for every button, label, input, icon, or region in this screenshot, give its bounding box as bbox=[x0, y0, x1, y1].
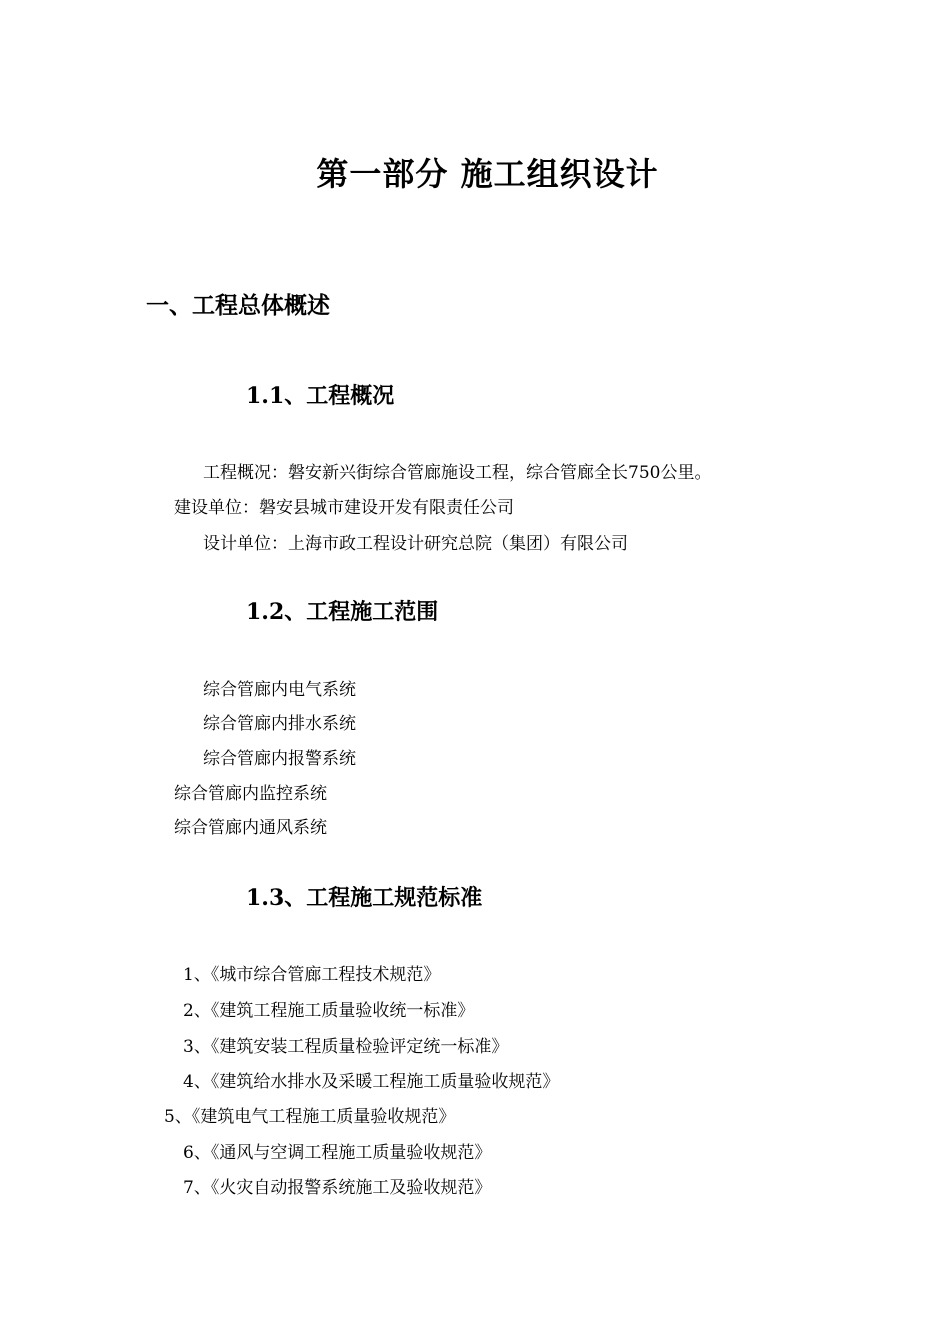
subsection-heading-project-overview: 1.1、工程概况 bbox=[246, 383, 395, 409]
standard-item: 5、《建筑电气工程施工质量验收规范》 bbox=[164, 1107, 456, 1127]
section-heading-overview: 一、工程总体概述 bbox=[146, 292, 330, 319]
standard-item: 3、《建筑安装工程质量检验评定统一标准》 bbox=[183, 1037, 509, 1057]
overview-line: 设计单位：上海市政工程设计研究总院（集团）有限公司 bbox=[203, 534, 628, 554]
scope-item: 综合管廊内排水系统 bbox=[203, 714, 356, 734]
overview-line: 工程概况：磐安新兴街综合管廊施设工程，综合管廊全长750公里。 bbox=[203, 463, 712, 483]
subsection-heading-standards: 1.3、工程施工规范标准 bbox=[246, 885, 483, 911]
standard-item: 4、《建筑给水排水及采暖工程施工质量验收规范》 bbox=[183, 1072, 560, 1092]
document-title: 第一部分 施工组织设计 bbox=[316, 155, 659, 193]
overview-line: 建设单位：磐安县城市建设开发有限责任公司 bbox=[174, 498, 514, 518]
scope-item: 综合管廊内通风系统 bbox=[174, 818, 327, 838]
standard-item: 1、《城市综合管廊工程技术规范》 bbox=[183, 965, 441, 985]
scope-item: 综合管廊内监控系统 bbox=[174, 784, 327, 804]
standard-item: 2、《建筑工程施工质量验收统一标准》 bbox=[183, 1001, 475, 1021]
scope-item: 综合管廊内电气系统 bbox=[203, 680, 356, 700]
subsection-heading-scope: 1.2、工程施工范围 bbox=[246, 599, 439, 625]
standard-item: 7、《火灾自动报警系统施工及验收规范》 bbox=[183, 1178, 492, 1198]
standard-item: 6、《通风与空调工程施工质量验收规范》 bbox=[183, 1143, 492, 1163]
scope-item: 综合管廊内报警系统 bbox=[203, 749, 356, 769]
